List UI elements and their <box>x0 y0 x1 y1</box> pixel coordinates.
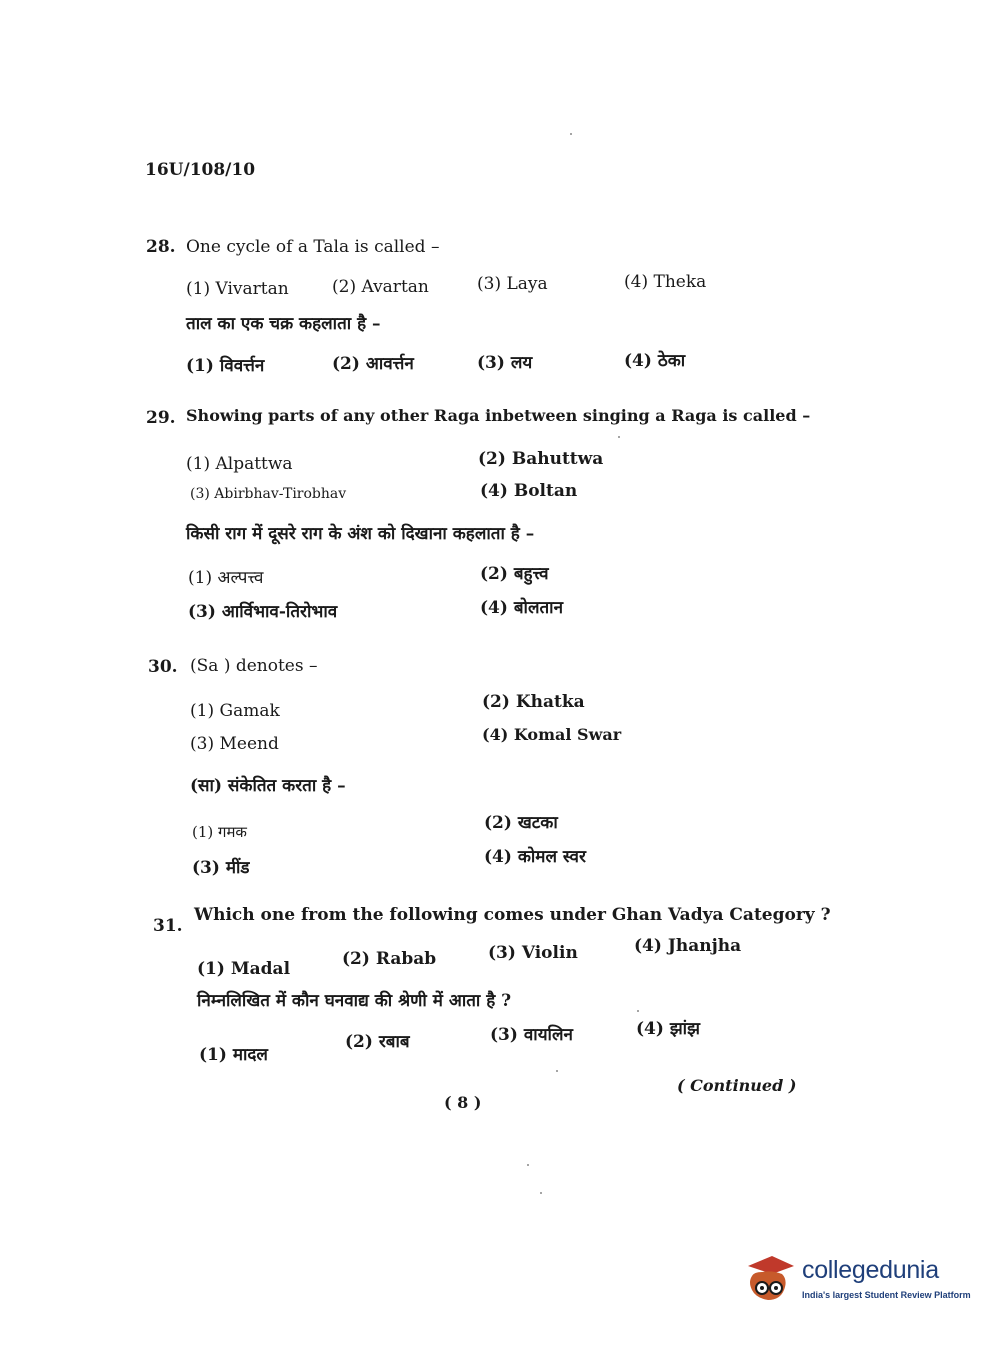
scan-speck <box>540 1192 542 1194</box>
scan-speck <box>637 1010 639 1012</box>
scan-speck <box>527 1164 529 1166</box>
page-number: ( 8 ) <box>444 1093 482 1112</box>
option-en-2: (2) Khatka <box>482 692 585 712</box>
option-hi-1: (1) मादल <box>199 1045 268 1065</box>
question-text-en: (Sa ) denotes – <box>190 656 318 676</box>
option-en-3: (3) Meend <box>190 734 279 754</box>
option-hi-2: (2) आवर्त्तन <box>332 354 414 374</box>
option-en-3: (3) Laya <box>477 274 548 294</box>
option-hi-1: (1) गमक <box>192 823 247 841</box>
option-hi-1: (1) विवर्त्तन <box>186 356 265 376</box>
question-text-en: One cycle of a Tala is called – <box>186 237 440 257</box>
question-number: 31. <box>153 916 183 936</box>
option-hi-3: (3) मींड <box>192 858 250 878</box>
option-hi-3: (3) आर्विभाव-तिरोभाव <box>188 602 338 622</box>
scan-speck <box>556 1070 558 1072</box>
option-hi-3: (3) लय <box>477 353 533 373</box>
option-hi-2: (2) खटका <box>484 813 558 833</box>
option-hi-1: (1) अल्पत्त्व <box>188 568 264 588</box>
brand-name: collegedunia <box>802 1256 939 1284</box>
option-en-4: (4) Boltan <box>480 481 578 501</box>
option-hi-4: (4) कोमल स्वर <box>484 847 586 867</box>
brand-tagline: India's largest Student Review Platform <box>802 1290 971 1300</box>
paper-code: 16U/108/10 <box>145 160 256 180</box>
option-hi-2: (2) रबाब <box>345 1032 410 1052</box>
option-en-4: (4) Komal Swar <box>482 725 622 744</box>
option-hi-3: (3) वायलिन <box>490 1025 573 1045</box>
option-hi-4: (4) बोलतान <box>480 598 563 618</box>
mascot-icon <box>742 1252 796 1306</box>
question-text-hi: किसी राग में दूसरे राग के अंश को दिखाना कहलाता है – <box>186 524 535 544</box>
option-en-2: (2) Rabab <box>342 949 437 969</box>
question-text-hi: ताल का एक चक्र कहलाता है – <box>186 314 381 334</box>
option-en-3: (3) Violin <box>488 943 578 963</box>
scan-speck <box>618 436 620 438</box>
option-en-4: (4) Theka <box>624 272 707 292</box>
option-en-3: (3) Abirbhav-Tirobhav <box>190 486 347 502</box>
question-number: 29. <box>146 408 176 428</box>
continued-label: ( Continued ) <box>677 1076 797 1095</box>
option-hi-4: (4) ठेका <box>624 351 686 371</box>
option-en-1: (1) Gamak <box>190 701 280 721</box>
question-text-hi: निम्नलिखित में कौन घनवाद्य की श्रेणी में आता है ? <box>197 991 512 1011</box>
question-text-en: Which one from the following comes under Ghan Vadya Category ? <box>194 905 831 925</box>
collegedunia-watermark <box>742 1250 972 1312</box>
option-en-1: (1) Vivartan <box>186 279 289 299</box>
option-en-1: (1) Alpattwa <box>186 454 293 474</box>
option-hi-4: (4) झांझ <box>636 1019 700 1039</box>
option-en-4: (4) Jhanjha <box>634 936 742 956</box>
option-en-2: (2) Avartan <box>332 277 429 297</box>
question-number: 28. <box>146 237 176 257</box>
question-number: 30. <box>148 657 178 677</box>
question-text-hi: (सा) संकेतित करता है – <box>190 776 346 796</box>
option-hi-2: (2) बहुत्त्व <box>480 564 549 584</box>
question-text-en: Showing parts of any other Raga inbetween singing a Raga is called – <box>186 406 811 425</box>
option-en-1: (1) Madal <box>197 959 291 979</box>
scan-speck <box>570 133 572 135</box>
option-en-2: (2) Bahuttwa <box>478 449 604 469</box>
